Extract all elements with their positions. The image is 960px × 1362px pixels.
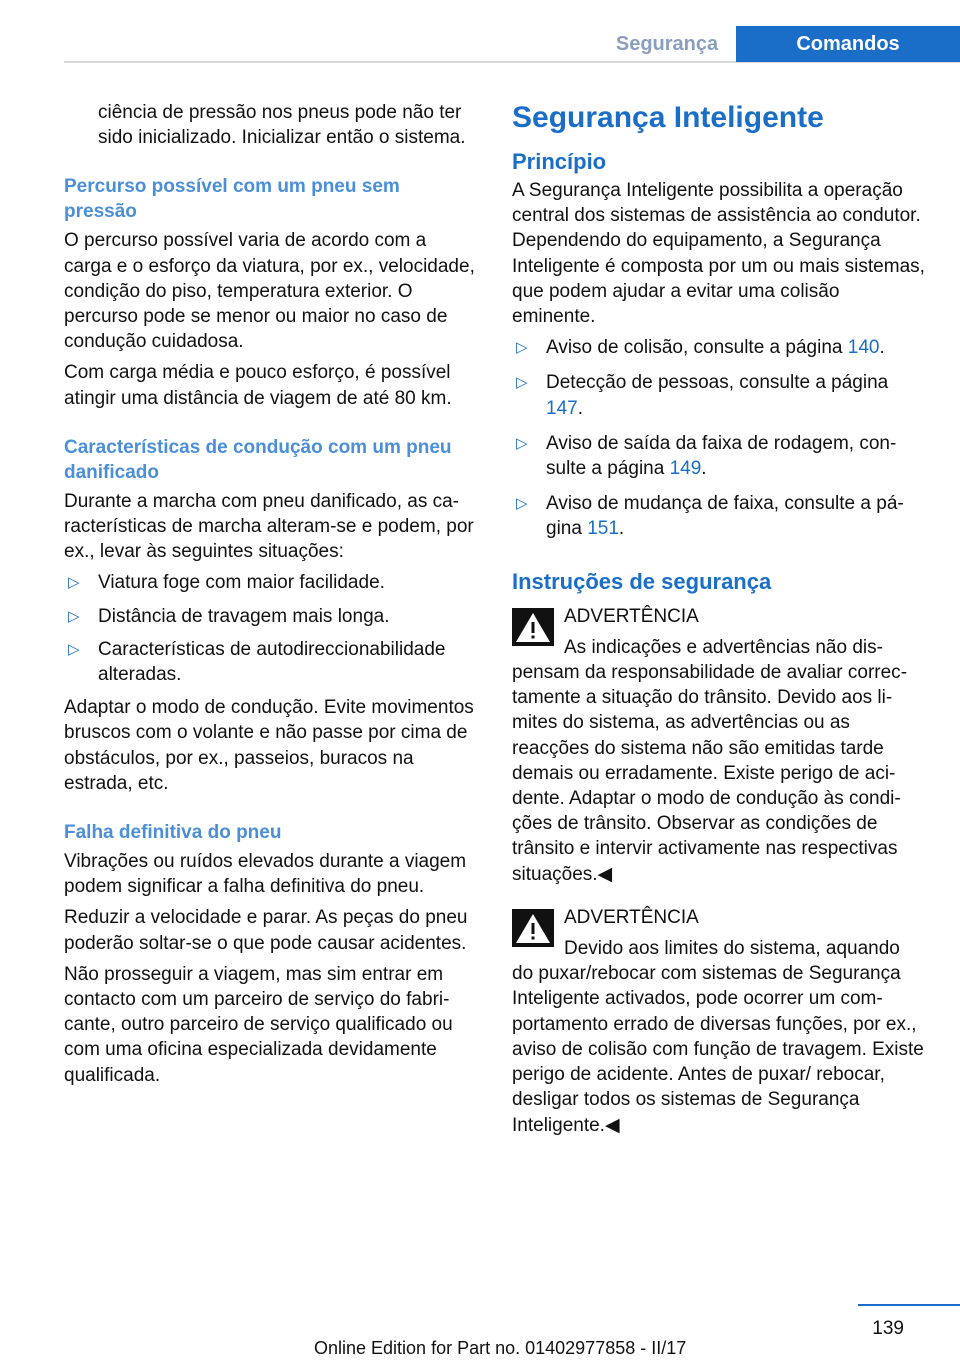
list-item [64,604,476,629]
triangle-bullet-icon: ▷ [516,434,528,452]
heading-instrucoes: Instruções de segurança [512,568,772,594]
warning-title: ADVERTÊNCIA [564,605,699,627]
warning-block [512,905,926,1138]
list-item-text: Distância de travagem mais longa. [98,605,390,627]
heading-falha: Falha definitiva do pneu [64,822,282,844]
list-item: ▷ Aviso de mudança de faixa, consulte a página 151. [516,493,904,540]
page-number: 139 [872,1318,904,1339]
list-item-text: Aviso de saída da faixa de rodagem, consulte a página [546,432,897,480]
paragraph: Durante a marcha com pneu danificado, as características de marcha alteram-se e podem, por ex., levar às seguintes situações: [64,490,474,563]
warning-triangle-icon [512,608,554,646]
warning-title: ADVERTÊNCIA [564,906,699,928]
warning-triangle-icon [512,909,554,947]
list-item: ▷ Aviso de colisão, consulte a página 140. [512,335,926,360]
list-item [64,570,476,595]
paragraph: O percurso possível varia de acordo com a carga e o esforço da viatura, por ex., velocidade, condição do piso, temperatura exterior. O percurso pode se menor ou maior no caso de condução cuidadosa. [64,230,475,353]
heading-caracteristicas: Características de condução com um pneu danificado [64,436,452,483]
tab-comandos[interactable]: Comandos [736,26,960,62]
list-item-text: Detecção de pessoas, consulte a página [546,372,889,394]
triangle-bullet-icon: ▷ [516,339,528,357]
paragraph: Com carga média e pouco esforço, é possível atingir uma distância de viagem de até 80 km. [64,362,452,409]
triangle-bullet-icon: ▷ [68,607,80,625]
page-link[interactable]: 147 [546,397,578,419]
list-item-text: Viatura foge com maior facilidade. [98,572,385,594]
triangle-bullet-icon: ▷ [68,574,80,592]
heading-principio: Princípio [512,149,607,174]
warning-block [512,604,926,887]
page-link[interactable]: 149 [669,458,702,480]
list-item: ▷ Detecção de pessoas, consulte a página 147. [516,372,889,419]
page-link[interactable]: 140 [847,337,880,359]
page-number-rule [858,1304,960,1306]
page-title: Segurança Inteligente [512,101,824,134]
triangle-bullet-icon: ▷ [516,495,528,513]
warning-text: Devido aos limites do sistema, aquando do puxar/rebocar com sistemas de Segurança Inteligente activados, pode ocorrer um comportamento errado de diversas funções, por ex., aviso de colisão com função de travagem. Existe perigo de acidente. Antes de puxar/ rebocar, desligar todos os sistemas de Segurança Inteligente.◀ [512,938,924,1136]
bullet-list [64,570,476,687]
page-link[interactable]: 151 [587,518,619,540]
list-item-text: Aviso de mudança de faixa, consulte a página [546,493,904,540]
paragraph: Adaptar o modo de condução. Evite movimentos bruscos com o volante e não passe por cima de obstáculos, por ex., passeios, buracos na estrada, etc. [64,697,474,794]
right-column [512,100,926,1156]
paragraph: Não prosseguir a viagem, mas sim entrar em contacto com um parceiro de serviço do fabricante, outro parceiro de serviço qualificado ou com uma oficina especializada devidamente qualificada. [64,963,453,1086]
heading-percurso: Percurso possível com um pneu sem pressão [64,176,400,223]
list-item-text: Aviso de colisão, consulte a página [546,337,848,359]
triangle-bullet-icon: ▷ [516,374,528,392]
triangle-bullet-icon: ▷ [68,640,80,658]
left-column [64,100,476,1094]
footer-edition: Online Edition for Part no. 01402977858 - II/17 [314,1338,687,1358]
paragraph: Vibrações ou ruídos elevados durante a viagem podem significar a falha definitiva do pneu. [64,851,467,898]
paragraph: Reduzir a velocidade e parar. As peças do pneu poderão soltar-se o que pode causar acidentes. [64,907,468,954]
paragraph: A Segurança Inteligente possibilita a operação central dos sistemas de assistência ao condutor. Dependendo do equipamento, a Segurança Inteligente é composta por um ou mais sistemas, que podem ajudar a evitar uma colisão eminente. [512,180,925,328]
list-item: ▷ Aviso de saída da faixa de rodagem, consulte a página 149. [516,432,897,480]
warning-text: As indicações e advertências não dispensam da responsabilidade de avaliar correctamente a situação do trânsito. Devido aos limites do sistema, as advertências ou as reacções do sistema não são emitidas tarde demais ou erradamente. Existe perigo de acidente. Adaptar o modo de condução às condições de trânsito. Observar as condições de trânsito e intervir activamente nas respectivas situações.◀ [512,636,908,885]
list-item-text: Características de autodireccionabilidade alteradas. [98,638,446,686]
list-item [64,637,476,687]
bullet-list [512,335,926,541]
continued-paragraph: ciência de pressão nos pneus pode não ter sido inicializado. Inicializar então o sistema. [98,102,466,149]
tab-seguranca[interactable]: Segurança [615,32,719,55]
